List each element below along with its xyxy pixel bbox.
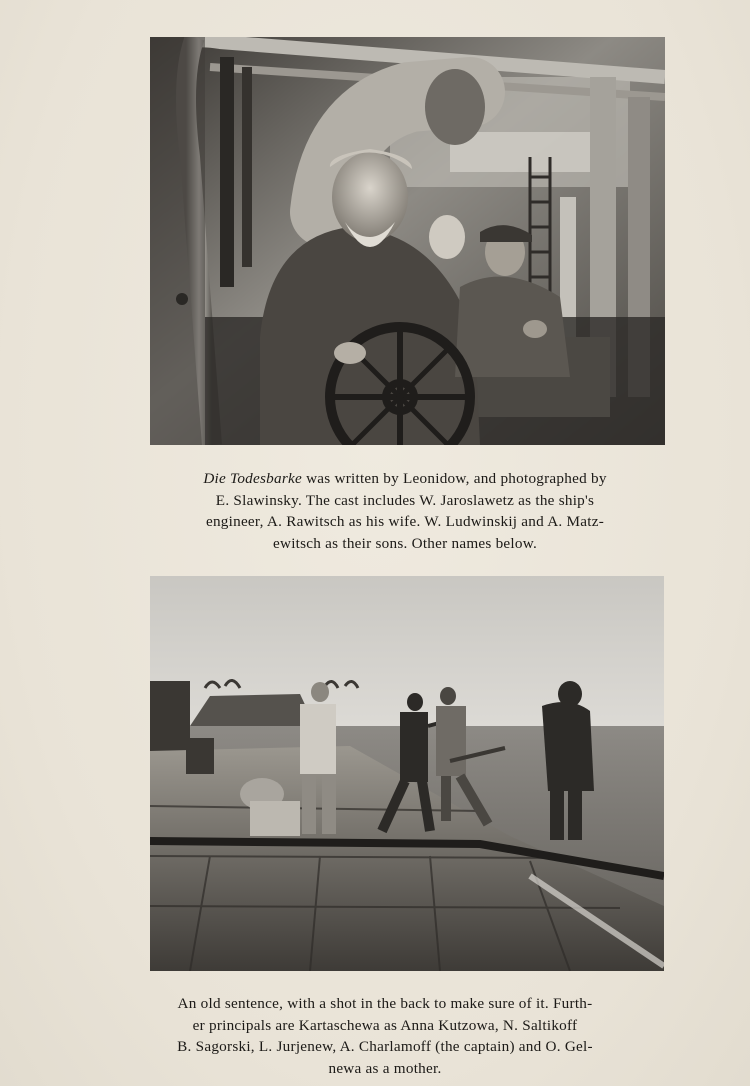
film-title: Die Todesbarke bbox=[203, 470, 303, 487]
caption-line: B. Sagorski, L. Jurjenew, A. Charlamoff (the captain) and O. Gel- bbox=[177, 1038, 593, 1055]
caption-line: An old sentence, with a shot in the back to make sure of it. Furth- bbox=[177, 995, 593, 1012]
caption-line: newa as a mother. bbox=[328, 1059, 442, 1077]
bottom-photo-caption bbox=[100, 993, 670, 1079]
caption-line: ewitsch as their sons. Other names below. bbox=[272, 534, 538, 552]
engine-room-photograph bbox=[150, 37, 665, 445]
caption-line: engineer, A. Rawitsch as his wife. W. Ludwinskij and A. Matz- bbox=[205, 513, 605, 530]
caption-line: er principals are Kartaschewa as Anna Kutzowa, N. Saltikoff bbox=[192, 1016, 578, 1034]
caption-line bbox=[125, 468, 685, 490]
caption-line: E. Slawinsky. The cast includes W. Jaroslawetz as the ship's bbox=[215, 491, 595, 509]
ship-deck-photograph bbox=[150, 576, 664, 971]
top-photo-caption bbox=[125, 468, 685, 554]
caption-line-text: was written by Leonidow, and photographed by bbox=[302, 470, 607, 487]
